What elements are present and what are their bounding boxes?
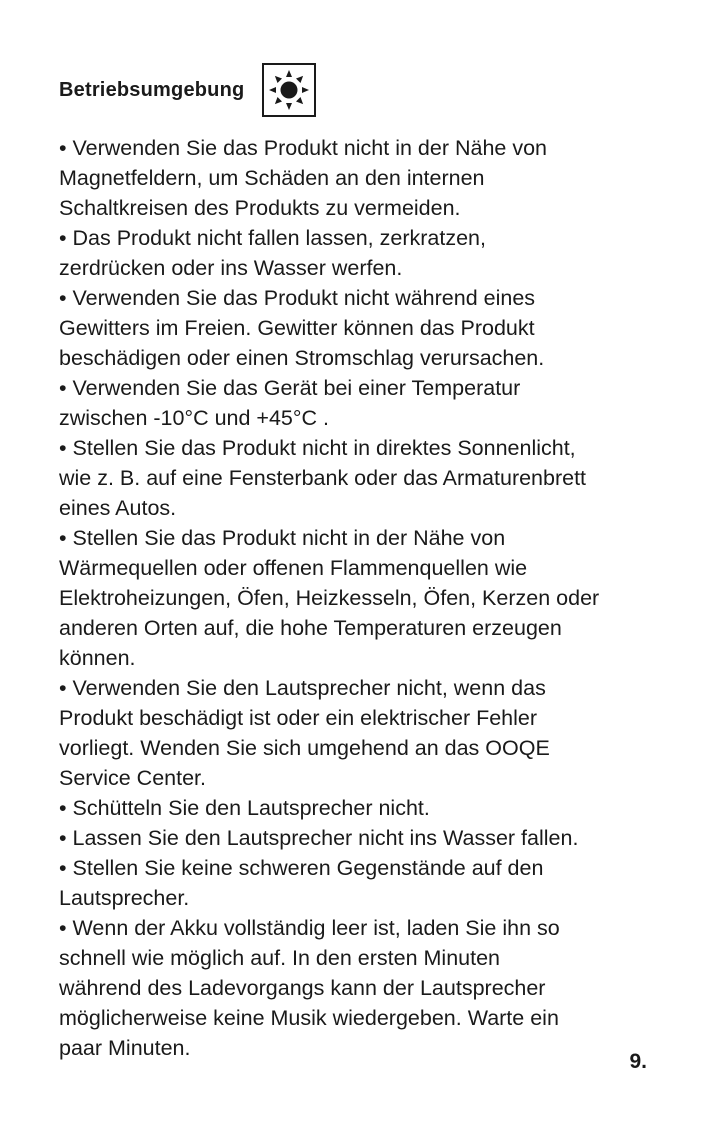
body-line: anderen Orten auf, die hohe Temperaturen erzeugen [59,616,562,640]
body-line: Wärmequellen oder offenen Flammenquellen wie [59,556,528,580]
body-line: Schaltkreisen des Produkts zu vermeiden. [59,196,461,220]
sun-icon-graphic [267,68,311,112]
body-line: während des Ladevorgangs kann der Lautsprecher [59,976,546,1000]
body-text [59,133,659,1063]
body-line: • Verwenden Sie den Lautsprecher nicht, wenn das [59,676,546,700]
body-line: • Wenn der Akku vollständig leer ist, laden Sie ihn so [59,916,560,940]
body-line: Lautsprecher. [59,886,190,910]
body-line: zerdrücken oder ins Wasser werfen. [59,256,403,280]
section-header [59,62,316,118]
body-line: • Schütteln Sie den Lautsprecher nicht. [59,796,430,820]
body-line: Gewitters im Freien. Gewitter können das Produkt [59,316,535,340]
body-line: Elektroheizungen, Öfen, Heizkesseln, Öfen, Kerzen oder [59,586,600,610]
body-line: beschädigen oder einen Stromschlag verursachen. [59,346,545,370]
body-line: Service Center. [59,766,206,790]
body-line: • Verwenden Sie das Produkt nicht während eines [59,286,536,310]
body-line: zwischen -10°C und +45°C . [59,406,329,430]
body-line: vorliegt. Wenden Sie sich umgehend an das OOQE [59,736,550,760]
body-line: eines Autos. [59,496,177,520]
body-line: • Stellen Sie das Produkt nicht in der Nähe von [59,526,506,550]
body-line: Produkt beschädigt ist oder ein elektrischer Fehler [59,706,538,730]
page-number: 9. [629,1050,647,1073]
body-line: • Lassen Sie den Lautsprecher nicht ins Wasser fallen. [59,826,579,850]
body-line: möglicherweise keine Musik wiedergeben. Warte ein [59,1006,559,1030]
body-line: wie z. B. auf eine Fensterbank oder das Armaturenbrett [59,466,587,490]
body-line: • Das Produkt nicht fallen lassen, zerkratzen, [59,226,486,250]
section-title: Betriebsumgebung [59,78,245,101]
body-line: Magnetfeldern, um Schäden an den internen [59,166,485,190]
body-line: • Stellen Sie keine schweren Gegenstände auf den [59,856,544,880]
body-line: • Stellen Sie das Produkt nicht in direktes Sonnenlicht, [59,436,576,460]
body-line: paar Minuten. [59,1036,191,1060]
body-line: schnell wie möglich auf. In den ersten Minuten [59,946,500,970]
body-line: • Verwenden Sie das Gerät bei einer Temperatur [59,376,521,400]
body-line: • Verwenden Sie das Produkt nicht in der Nähe von [59,136,547,160]
sun-icon [262,63,316,117]
body-line: können. [59,646,136,670]
